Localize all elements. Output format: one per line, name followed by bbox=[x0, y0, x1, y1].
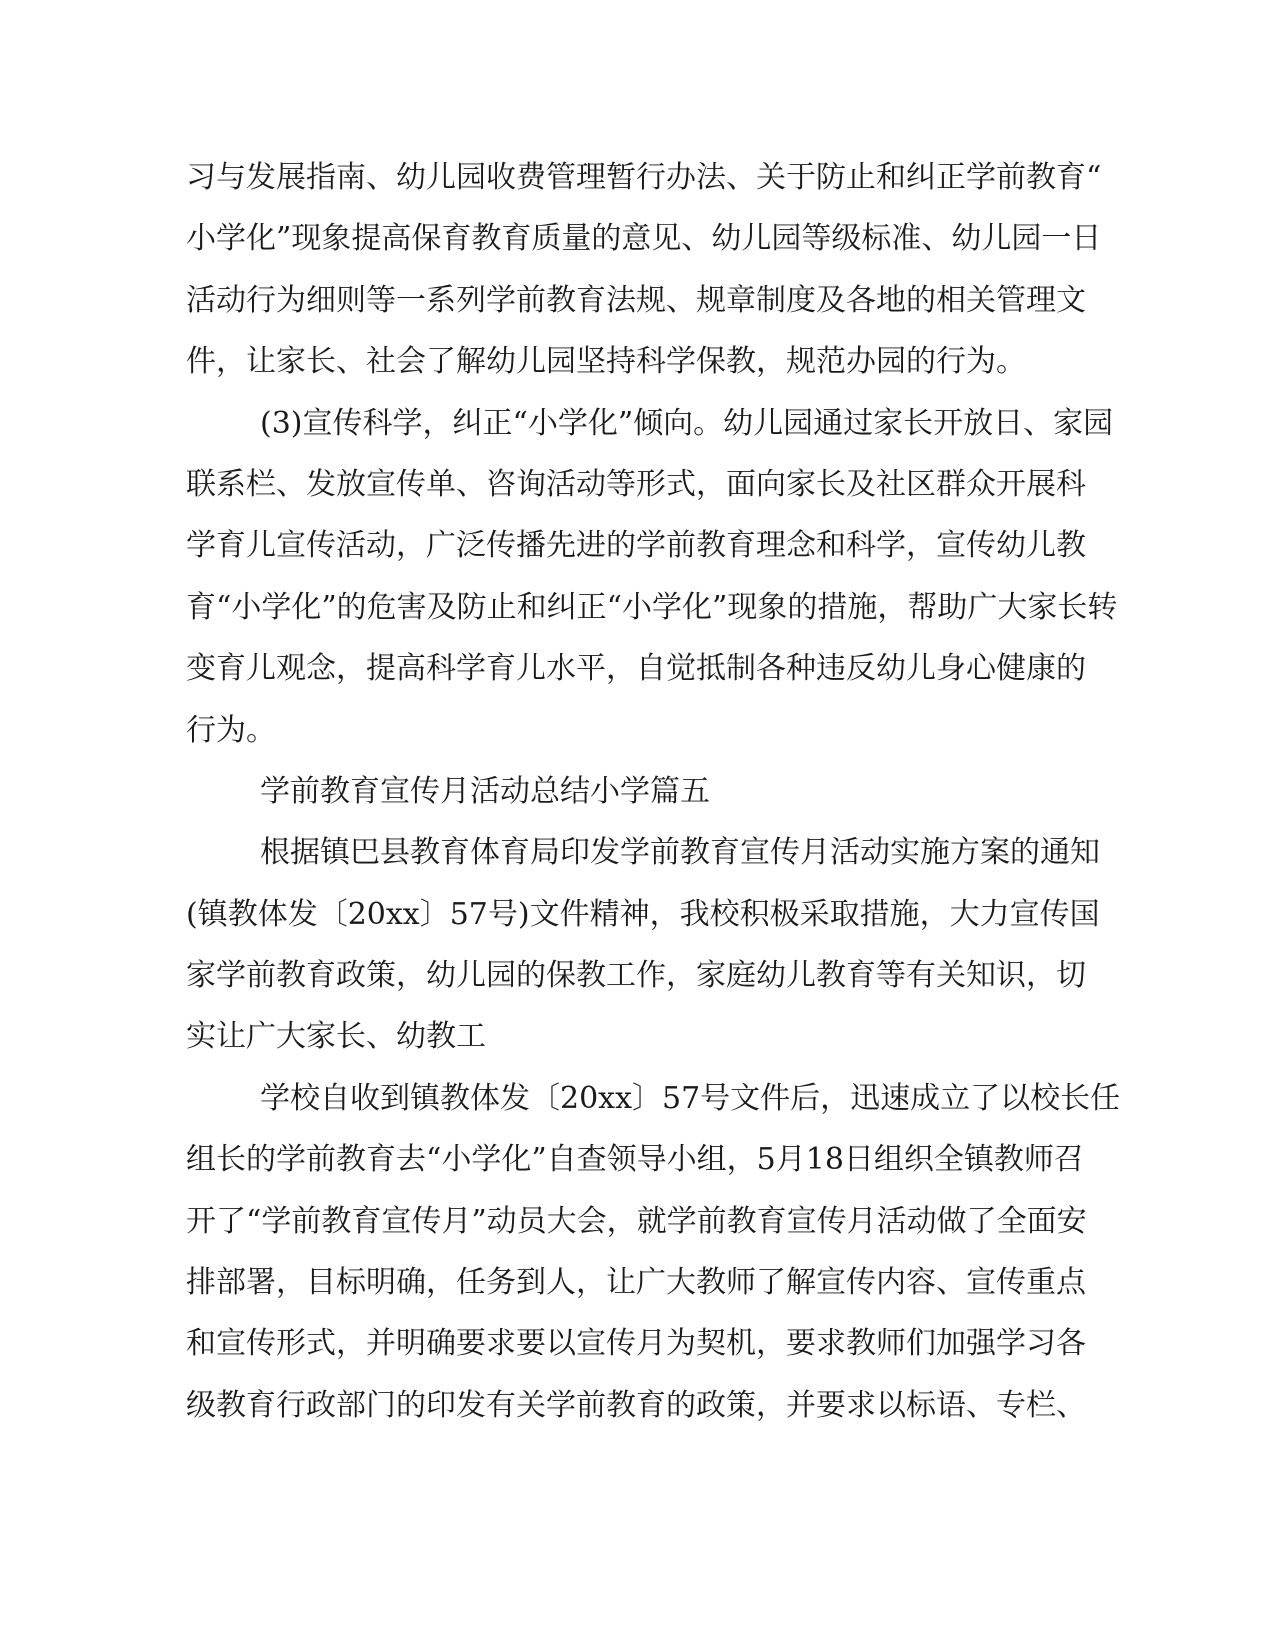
text-line: 排部署，目标明确，任务到人，让广大教师了解宣传内容、宣传重点 bbox=[186, 1265, 1086, 1301]
text-line: 根据镇巴县教育体育局印发学前教育宣传月活动实施方案的通知 bbox=[260, 835, 1100, 871]
paragraph-1 bbox=[186, 158, 1102, 404]
text-line: 级教育行政部门的印发有关学前教育的政策，并要求以标语、专栏、 bbox=[186, 1387, 1086, 1423]
text-line: 活动行为细则等一系列学前教育法规、规章制度及各地的相关管理文 bbox=[186, 282, 1086, 318]
text-line: (镇教体发〔20xx〕57号)文件精神，我校积极采取措施，大力宣传国 bbox=[186, 896, 1100, 932]
paragraph-4 bbox=[186, 1079, 1121, 1447]
text-line: 开了“学前教育宣传月”动员大会，就学前教育宣传月活动做了全面安 bbox=[186, 1203, 1087, 1239]
text-line: 家学前教育政策，幼儿园的保教工作，家庭幼儿教育等有关知识，切 bbox=[186, 958, 1086, 994]
text-line: 实让广大家长、幼教工 bbox=[186, 1019, 486, 1055]
text-line: 和宣传形式，并明确要求要以宣传月为契机，要求教师们加强学习各 bbox=[186, 1326, 1086, 1362]
text-line: 行为。 bbox=[186, 712, 276, 748]
text-line: 件，让家长、社会了解幼儿园坚持科学保教，规范办园的行为。 bbox=[186, 344, 1026, 380]
text-line: 学校自收到镇教体发〔20xx〕57号文件后，迅速成立了以校长任 bbox=[260, 1080, 1121, 1116]
text-line: 组长的学前教育去“小学化”自查领导小组，5月18日组织全镇教师召 bbox=[186, 1142, 1084, 1178]
text-line: 学育儿宣传活动，广泛传播先进的学前教育理念和科学，宣传幼儿教 bbox=[186, 528, 1086, 564]
text-line: 联系栏、发放宣传单、咨询活动等形式，面向家长及社区群众开展科 bbox=[186, 466, 1086, 502]
document-body bbox=[186, 158, 1121, 1447]
paragraph-3 bbox=[186, 833, 1100, 1079]
text-line: (3)宣传科学，纠正“小学化”倾向。幼儿园通过家长开放日、家园 bbox=[260, 405, 1114, 441]
heading-text: 学前教育宣传月活动总结小学篇五 bbox=[260, 773, 710, 809]
text-line: 变育儿观念，提高科学育儿水平，自觉抵制各种违反幼儿身心健康的 bbox=[186, 651, 1086, 687]
text-line: 小学化”现象提高保育教育质量的意见、幼儿园等级标准、幼儿园一日 bbox=[186, 221, 1102, 257]
text-line: 育“小学化”的危害及防止和纠正“小学化”现象的措施，帮助广大家长转 bbox=[186, 589, 1118, 625]
text-line: 习与发展指南、幼儿园收费管理暂行办法、关于防止和纠正学前教育“ bbox=[186, 160, 1102, 195]
section-heading bbox=[186, 772, 1076, 833]
paragraph-2 bbox=[186, 404, 1118, 772]
